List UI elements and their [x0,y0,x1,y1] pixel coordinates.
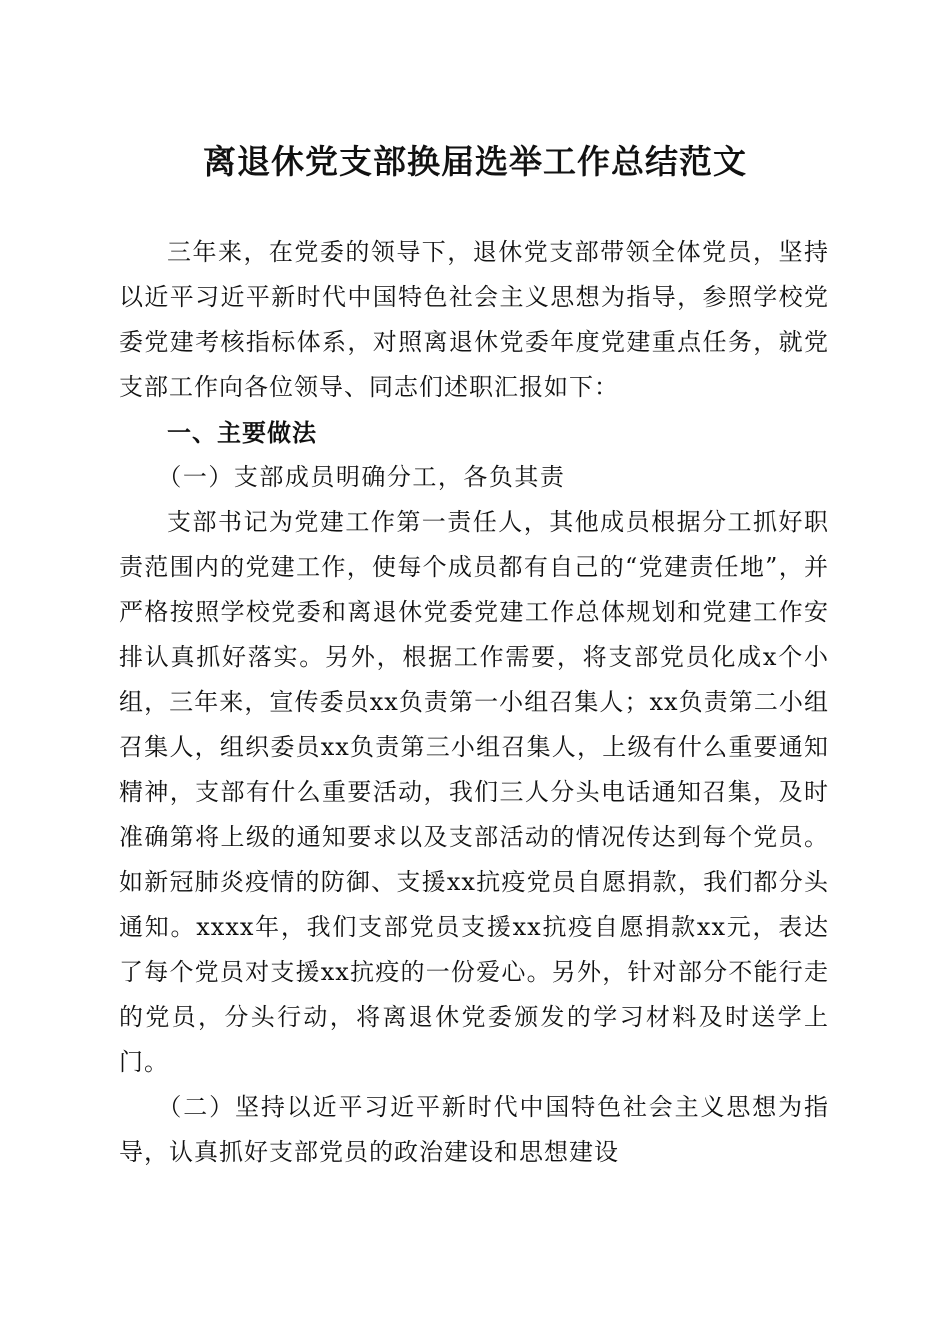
subsection-heading-political-construction: （二）坚持以近平习近平新时代中国特色社会主义思想为指导，认真抓好支部党员的政治建设和思想建设 [119,1093,829,1166]
subsection-heading-division-of-labor: （一）支部成员明确分工，各负其责 [157,463,566,491]
section-heading-main-practices: 一、主要做法 [167,418,317,447]
subsection-paragraph-division-of-labor: 支部书记为党建工作第一责任人，其他成员根据分工抓好职责范围内的党建工作，使每个成员都有自己的“党建责任地”，并严格按照学校党委和离退休党委党建工作总体规划和党建工作安排认真抓好落实。另外，根据工作需要，将支部党员化成x个小组，三年来，宣传委员xx负责第一小组召集人；xx负责第二小组召集人，组织委员xx负责第三小组召集人，上级有什么重要通知精神，支部有什么重要活动，我们三人分头电话通知召集，及时准确第将上级的通知要求以及支部活动的情况传达到每个党员。如新冠肺炎疫情的防御、支援xx抗疫党员自愿捐款，我们都分头通知。xxxx年，我们支部党员支援xx抗疫自愿捐款xx元，表达了每个党员对支援xx抗疫的一份爱心。另外，针对部分不能行走的党员，分头行动，将离退休党委颁发的学习材料及时送学上门。 [119,508,829,1076]
document-title: 离退休党支部换届选举工作总结范文 [203,142,747,181]
intro-paragraph: 三年来，在党委的领导下，退休党支部带领全体党员，坚持以近平习近平新时代中国特色社会主义思想为指导，参照学校党委党建考核指标体系，对照离退休党委年度党建重点任务，就党支部工作向各位领导、同志们述职汇报如下： [119,238,829,401]
document-body [119,230,829,1175]
